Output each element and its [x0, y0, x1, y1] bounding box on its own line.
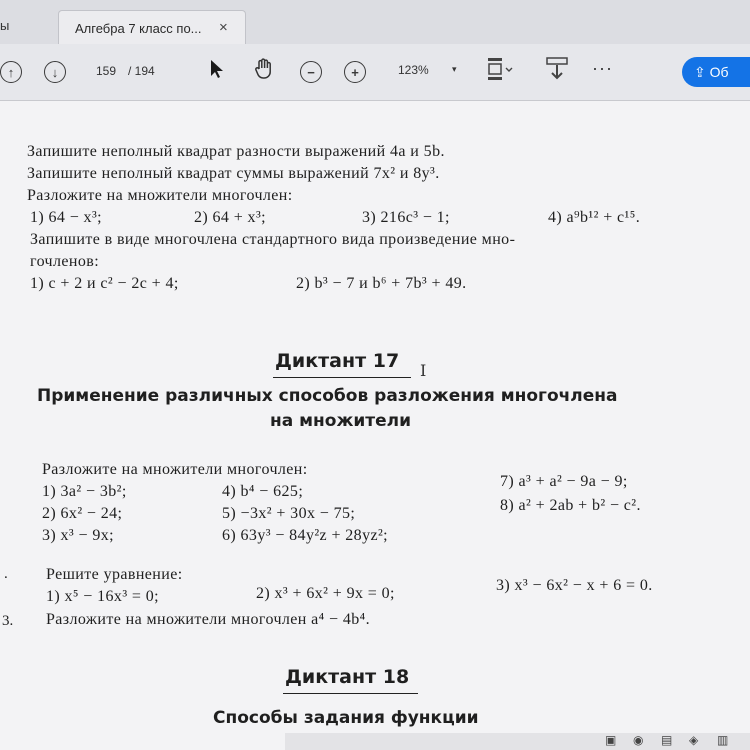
dictation-17-title: Диктант 17 — [275, 350, 400, 372]
text-line: Разложите на множители многочлен: — [42, 461, 308, 478]
title-underline — [283, 693, 418, 694]
tray-icon[interactable]: ◉ — [633, 733, 644, 747]
dictation-18-subtitle: Способы задания функции — [213, 708, 479, 728]
minus-icon[interactable]: − — [300, 61, 322, 83]
text-line: Запишите неполный квадрат разности выражений 4a и 5b. — [27, 143, 445, 160]
system-tray — [285, 733, 750, 750]
arrow-up-icon[interactable]: ↑ — [0, 61, 22, 83]
tab-previous-fragment[interactable]: ы — [0, 18, 10, 33]
page-indicator[interactable] — [84, 60, 164, 82]
chevron-down-icon[interactable]: ▾ — [452, 64, 457, 74]
list-item: 4) a⁹b¹² + c¹⁵. — [548, 209, 641, 226]
document-page — [0, 101, 750, 750]
text-line: Разложите на множители многочлен: — [27, 187, 293, 204]
title-underline — [273, 377, 411, 378]
text-cursor-icon: I — [420, 361, 427, 380]
text-line: Решите уравнение: — [46, 566, 183, 583]
list-item: 3) x³ − 9x; — [42, 527, 114, 544]
list-item: 1) 64 − x³; — [30, 209, 102, 226]
dictation-18-title: Диктант 18 — [285, 666, 410, 688]
fit-page-icon[interactable] — [486, 56, 514, 86]
list-item: 4) b⁴ − 625; — [222, 483, 304, 500]
cursor-arrow-icon[interactable] — [208, 58, 226, 84]
tray-icon[interactable]: ▥ — [717, 733, 729, 747]
close-icon[interactable]: × — [219, 19, 228, 36]
list-item: 7) a³ + a² − 9a − 9; — [500, 473, 628, 490]
list-item: 1) 3a² − 3b²; — [42, 483, 127, 500]
download-icon[interactable] — [545, 56, 569, 86]
hand-icon[interactable] — [252, 57, 276, 85]
text-line: Запишите в виде многочлена стандартного вида произведение мно- — [30, 231, 516, 248]
text-line: Запишите неполный квадрат суммы выражений 7x² и 8y³. — [27, 165, 440, 182]
tray-icon[interactable]: ◈ — [689, 733, 699, 747]
toolbar — [0, 44, 750, 101]
list-item: 2) 64 + x³; — [194, 209, 266, 226]
list-item: 6) 63y³ − 84y²z + 28yz²; — [222, 527, 389, 544]
list-item: 1) c + 2 и c² − 2c + 4; — [30, 275, 179, 292]
zoom-level[interactable]: 123% — [398, 63, 429, 77]
share-button[interactable] — [682, 57, 750, 87]
margin-number: . — [4, 566, 8, 582]
list-item: 2) x³ + 6x² + 9x = 0; — [256, 585, 395, 602]
list-item: 5) −3x² + 30x − 75; — [222, 505, 356, 522]
plus-icon[interactable]: + — [344, 61, 366, 83]
list-item: 3) 216c³ − 1; — [362, 209, 450, 226]
more-icon[interactable]: ··· — [592, 58, 613, 78]
tray-icon[interactable]: ▤ — [661, 733, 673, 747]
tray-icon[interactable]: ▣ — [605, 733, 617, 747]
margin-number: 3. — [2, 613, 14, 629]
share-icon: ⇪ — [694, 64, 706, 80]
share-label: Об — [709, 64, 729, 80]
dictation-17-subtitle: на множители — [270, 411, 412, 431]
tab-title: Алгебра 7 класс по... — [75, 21, 202, 36]
list-item: 8) a² + 2ab + b² − c². — [500, 497, 641, 514]
list-item: 2) b³ − 7 и b⁶ + 7b³ + 49. — [296, 275, 467, 292]
list-item: 3) x³ − 6x² − x + 6 = 0. — [496, 577, 653, 594]
page-total: / 194 — [128, 64, 155, 78]
list-item: 2) 6x² − 24; — [42, 505, 123, 522]
tab-document[interactable] — [58, 10, 246, 45]
page-current[interactable]: 159 — [96, 64, 117, 78]
tab-bar — [0, 0, 750, 45]
dictation-17-subtitle: Применение различных способов разложения многочлена — [37, 386, 618, 406]
arrow-down-icon[interactable]: ↓ — [44, 61, 66, 83]
text-line: Разложите на множители многочлен a⁴ − 4b⁴. — [46, 611, 371, 628]
text-line: гочленов: — [30, 253, 100, 270]
list-item: 1) x⁵ − 16x³ = 0; — [46, 588, 159, 605]
